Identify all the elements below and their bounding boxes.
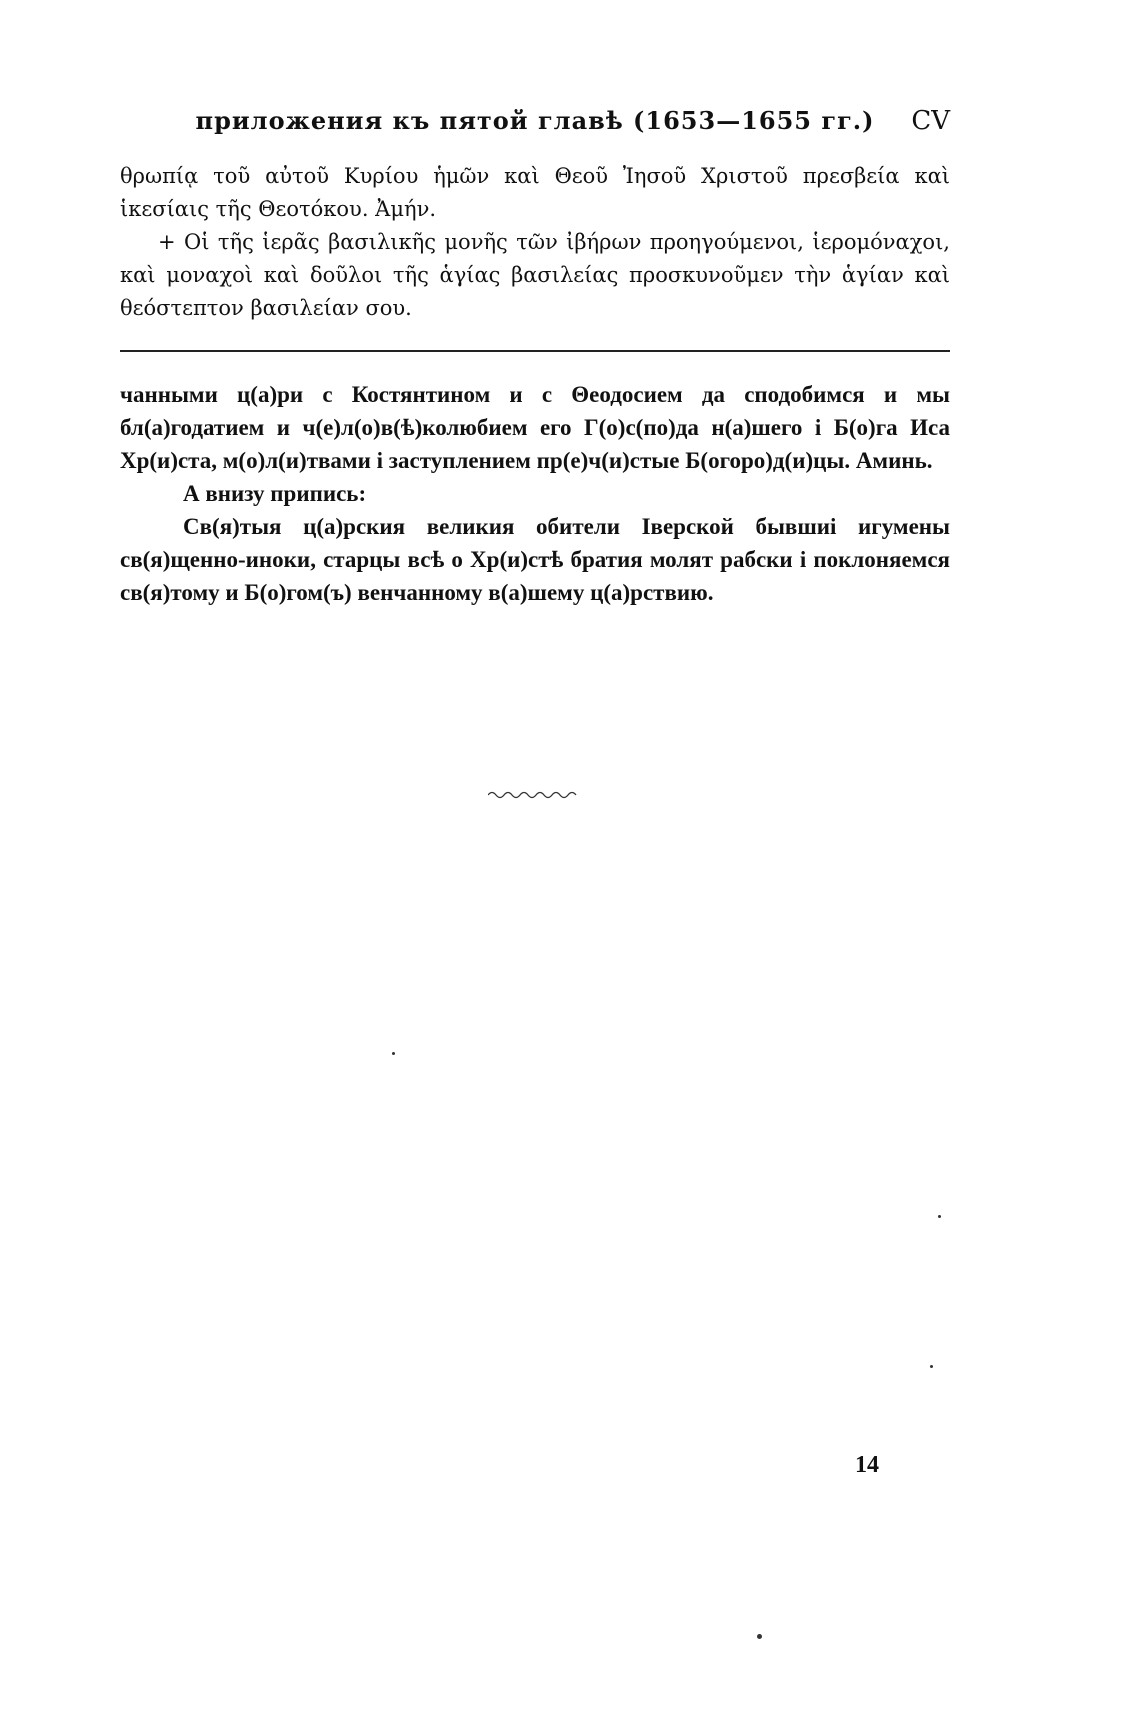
- speck-mark: [930, 1365, 933, 1368]
- speck-mark: [392, 1052, 395, 1055]
- russian-paragraph-3: Св(я)тыя ц(а)рския великия обители Іверской бывшиі игумены св(я)щенно-иноки, старцы всѣ о Хр(и)стѣ братия молят рабски і поклоняемся св(я)тому и Б(о)гом(ъ) венчанному в(а)шему ц(а)рствию.: [120, 514, 950, 605]
- separator-rule: [120, 350, 950, 352]
- running-head: [120, 104, 950, 138]
- greek-paragraph-1: θρωπίᾳ τοῦ αὐτοῦ Κυρίου ἡμῶν καὶ Θεοῦ Ἰησοῦ Χριστοῦ πρεσβεία καὶ ἱκεσίαις τῆς Θεοτόκου. Ἀμήν.: [120, 164, 950, 221]
- end-ornament-squiggle: [488, 790, 578, 800]
- signature-mark: 14: [855, 1452, 879, 1478]
- speck-mark: [938, 1215, 941, 1218]
- russian-paragraph-2: А внизу припись:: [183, 481, 367, 506]
- page-number: CV: [911, 106, 950, 136]
- greek-text-block: [120, 160, 950, 325]
- russian-paragraph-1: чанными ц(а)ри с Костянтином и с Θеодосием да сподобимся и мы бл(а)годатием и ч(е)л(о)в(ѣ)колюбием его Г(о)с(по)да н(а)шего і Б(о)га Иса Хр(и)ста, м(о)л(и)твами і заступлением пр(е)ч(и)стые Б(огоро)д(и)цы. Аминь.: [120, 382, 950, 473]
- speck-mark: [757, 1634, 762, 1639]
- running-head-title: приложения къ пятой главѣ (1653—1655 гг.): [195, 106, 875, 135]
- russian-text-block: [120, 378, 950, 609]
- greek-paragraph-2: + Οἱ τῆς ἱερᾶς βασιλικῆς μονῆς τῶν ἰβήρων προηγούμενοι, ἱερομόναχοι, καὶ μοναχοὶ καὶ δοῦλοι τῆς ἁγίας βασιλείας προσκυνοῦμεν τὴν ἁγίαν καὶ θεόστεπτον βασιλείαν σου.: [120, 230, 950, 320]
